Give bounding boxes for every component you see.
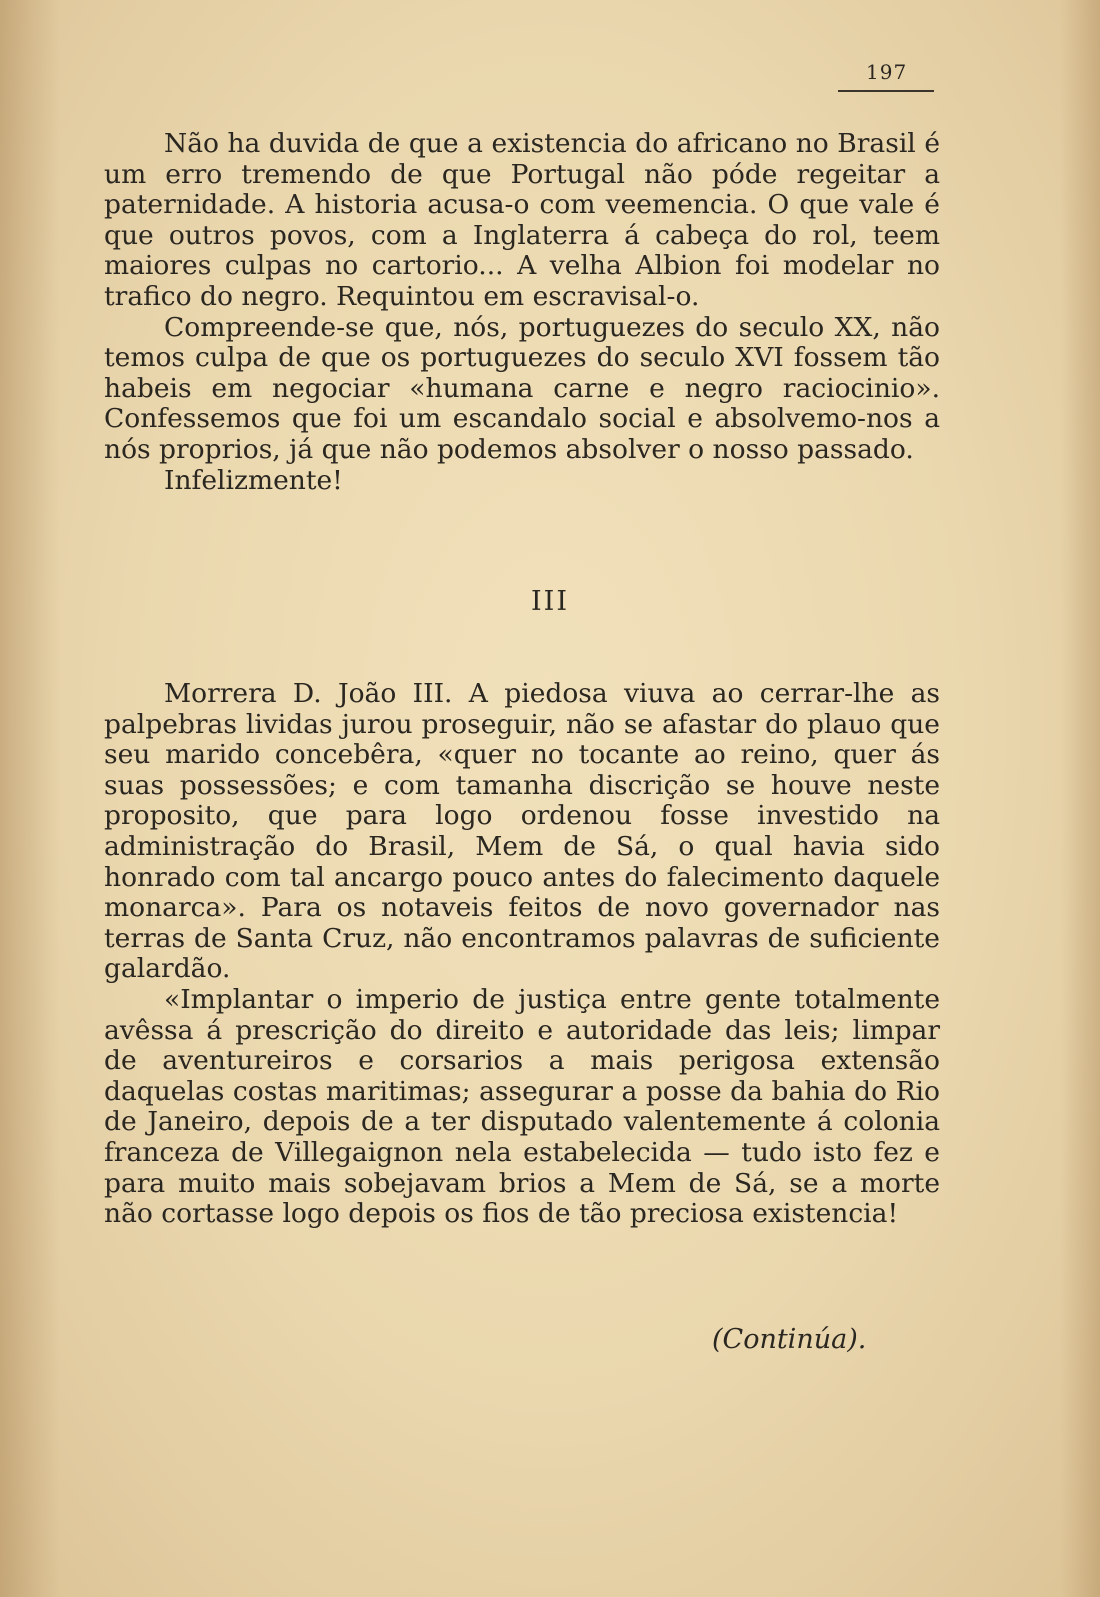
paragraph: Morrera D. João III. A piedosa viuva ao cerrar-lhe as palpebras lividas jurou proseguir, não se afastar do plauo que seu marido concebêra, «quer no tocante ao reino, quer ás suas possessões; e com tamanha discrição se houve neste proposito, que para logo ordenou fosse investido na administração do Brasil, Mem de Sá, o qual havia sido honrado com tal ancargo pouco antes do falecimento daquele monarca». Para os notaveis feitos de novo governador nas terras de Santa Cruz, não encontramos palavras de suficiente galardão. <box>104 678 940 985</box>
paragraph: Não ha duvida de que a existencia do africano no Brasil é um erro tremendo de que Portugal não póde regeitar a paternidade. A historia acusa-o com veemencia. O que vale é que outros povos, com a Inglaterra á cabeça do rol, teem maiores culpas no cartorio... A velha Albion foi modelar no trafico do negro. Requintou em escravisal-o. <box>104 128 940 312</box>
section-two-text <box>104 679 940 1230</box>
section-heading: III <box>531 586 569 617</box>
section-one-text <box>104 129 940 496</box>
paragraph: Infelizmente! <box>164 464 343 496</box>
page-number-rule <box>838 90 934 92</box>
page-edge-shadow-right <box>1060 0 1100 1597</box>
continuation-note: (Continúa). <box>712 1324 867 1355</box>
paragraph: «Implantar o imperio de justiça entre gente totalmente avêssa á prescrição do direito e autoridade das leis; limpar de aventureiros e corsarios a mais perigosa extensão daquelas costas maritimas; assegurar a posse da bahia do Rio de Janeiro, depois de a ter disputado valentemente á colonia franceza de Villegaignon nela estabelecida — tudo isto fez e para muito mais sobejavam brios a Mem de Sá, se a morte não cortasse logo depois os fios de tão preciosa existencia! <box>104 983 940 1230</box>
page-number: 197 <box>866 60 908 84</box>
page-edge-shadow-left <box>0 0 60 1597</box>
paragraph: Compreende-se que, nós, portuguezes do seculo XX, não temos culpa de que os portuguezes do seculo XVI fossem tão habeis em negociar «humana carne e negro raciocinio». Confessemos que foi um escandalo social e absolvemo-nos a nós proprios, já que não podemos absolver o nosso passado. <box>104 311 940 465</box>
